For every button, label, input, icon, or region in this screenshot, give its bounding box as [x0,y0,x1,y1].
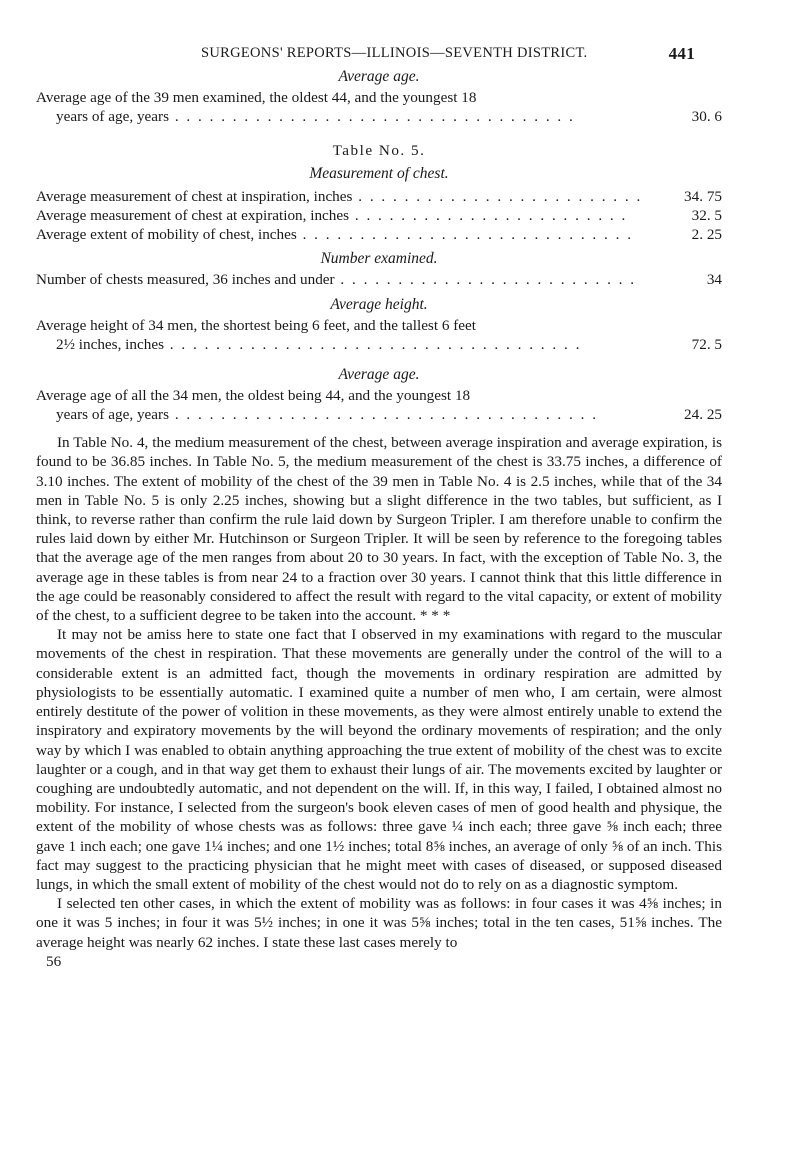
chest-measurement-rows [36,187,722,245]
paragraph-2: It may not be amiss here to state one fact that I observed in my examinations with regard to the muscular movements of the chest in respiration. That these movements are generally under the control of the will to a considerable extent is an admitted fact, though the movements in ordinary respiration are admitted by physiologists to be essentially automatic. I examined quite a number of men who, I am certain, were almost entirely destitute of the power of volition in these movements, as they were almost entirely unable to extend the inspiratory and expiratory movements by the will beyond the ordinary movements of respiration; and the only way by which I was enabled to obtain anything approaching the true extent of mobility of the chest was to excite laughter or a cough, and in that way get them to exhaust their lungs of air. The movements excited by laughter or coughing are undoubtedly automatic, and not dependent on the will. If, in this way, I failed, I obtained almost no mobility. For instance, I selected from the surgeon's book eleven cases of men of good health and physique, the extent of the mobility of whose chests was as follows: three gave ¼ inch each; three gave ⅝ inch each; three gave 1 inch each; one gave 1¼ inches; and one 1½ inches; total 8⅝ inches, an average of only ⅝ of an inch. This fact may suggest to the practicing physician that he might meet with cases of diseased, or supposed diseased lungs, in which the small extent of mobility of the chest would not do to rely on as a diagnostic symptom. [36,626,722,893]
average-height-heading: Average height. [330,296,428,314]
page-number: 441 [668,44,695,63]
number-examined-value: 34 [706,270,722,288]
number-examined-heading: Number examined. [320,249,438,267]
chest-row-mobility: Average extent of mobility of chest, inches . . . . . . . . . . . . . . . . . . . . . . . . . . . . . 2. 25 [36,226,722,244]
average-age-34-line2-row: years of age, years . . . . . . . . . . . . . . . . . . . . . . . . . . . . . . . . . . . . . 24. 25 [56,406,722,424]
chest-value-expiration: 32. 5 [691,207,722,225]
average-age-39-line1: Average age of the 39 men examined, the oldest 44, and the youngest 18 [36,89,477,107]
chest-row-expiration: Average measurement of chest at expiration, inches . . . . . . . . . . . . . . . . . . . . . . . . 32. 5 [36,207,722,225]
average-height-line2-row: 2½ inches, inches . . . . . . . . . . . . . . . . . . . . . . . . . . . . . . . . . . . . 72. 5 [56,336,722,354]
paragraph-1: In Table No. 4, the medium measurement of the chest, between average inspiration and average expiration, is found to be 36.85 inches. In Table No. 5, the medium measurement of the chest is 33.75 inches, a difference of 3.10 inches. The extent of mobility of the chest of the 39 men in Table No. 4 is 2.5 inches, while that of the 34 men in Table No. 5 is only 2.25 inches, showing but a slight difference in the two tables, but sufficient, as I think, to reverse rather than confirm the rule laid down by Surgeon Tripler. I am therefore unable to confirm the rules laid down by either Mr. Hutchinson or Surgeon Tripler. It will be seen by reference to the foregoing tables that the average age of the men ranges from about 20 to 30 years. In fact, with the exception of Table No. 3, the average age in these tables is from near 24 to a fraction over 30 years. I cannot think that this little difference in the age could be reasonably considered to affect the result with regard to the vital capacity, or extent of mobility of the chest, to a sufficient degree to be taken into the account. * * * [36,434,722,625]
measurement-of-chest-heading: Measurement of chest. [309,164,449,182]
page-content [36,67,722,971]
running-head [201,44,695,63]
table-5-title: Table No. 5. [332,141,426,159]
chest-value-mobility: 2. 25 [691,226,722,244]
average-age-heading: Average age. [338,68,420,85]
average-age-39-entry [36,88,722,126]
average-height-value: 72. 5 [691,336,722,354]
average-age-39-line2: years of age, years . . . . . . . . . . . . . . . . . . . . . . . . . . . . . . . . . . . [56,108,575,126]
chest-value-inspiration: 34. 75 [684,188,722,206]
body-text [36,433,722,971]
average-age-34-entry [36,386,722,424]
number-examined-row: Number of chests measured, 36 inches and under . . . . . . . . . . . . . . . . . . . . . . . . . . 34 [36,270,722,288]
chest-row-inspiration: Average measurement of chest at inspiration, inches . . . . . . . . . . . . . . . . . . . . . . . . . 34. 75 [36,188,722,206]
average-age-39-line2-row [36,107,722,126]
paragraph-3: I selected ten other cases, in which the extent of mobility was as follows: in four cases it was 4⅝ inches; in one it was 5 inches; in four it was 5½ inches; in one it was 5⅝ inches; total in the ten cases, 51⅝ inches. The average height was nearly 62 inches. I state these last cases merely to [36,895,722,951]
average-height-entry [36,316,722,354]
average-age-34-line1: Average age of all the 34 men, the oldest being 44, and the youngest 18 [36,386,471,404]
average-age-39-value: 30. 6 [691,108,722,126]
average-height-line1: Average height of 34 men, the shortest being 6 feet, and the tallest 6 feet [36,317,477,335]
running-head-title: SURGEONS' REPORTS—ILLINOIS—SEVENTH DISTRICT. [201,45,588,61]
average-age-34-value: 24. 25 [684,406,722,424]
average-age-34-heading: Average age. [338,365,420,383]
footer-signature: 56 [46,952,62,970]
